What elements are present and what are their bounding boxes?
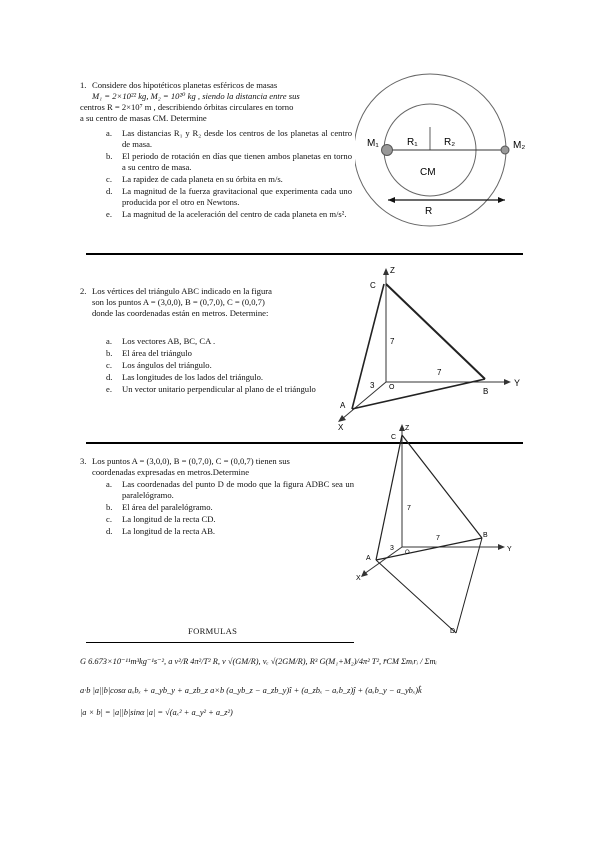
planet-2-dot [501, 146, 509, 154]
y-axis-arrowhead [498, 544, 505, 550]
side-ac [352, 284, 384, 409]
r-arrow-left-head [388, 197, 395, 203]
parallelogram-diagram [354, 420, 526, 642]
formulas-heading: FORMULAS [188, 626, 238, 636]
x-length-label: 3 [370, 381, 375, 390]
side-ad [376, 560, 456, 633]
problem-2-item-c: c. Los ángulos del triángulo. [106, 360, 212, 370]
problem-1-intro-d: a su centro de masas CM. Determine [80, 113, 207, 123]
m1-label: M₁ [367, 138, 379, 149]
problem-3-item-list [106, 479, 354, 538]
formula-line-gravitation: G 6.673×10⁻¹¹m³kg⁻¹s⁻², a v²/R 4π²/T² R, v √(GM/R), vₑ √(2GM/R), R³ G(M₁+M₂)/4π² T², r̄CM Σmᵢrᵢ / Σmᵢ [80, 657, 437, 666]
c-label: C [370, 281, 376, 290]
z-length-label: 7 [390, 337, 395, 346]
x-label: X [338, 423, 344, 432]
problem-1-item-c: c. La rapidez de cada planeta en su órbita en m/s. [106, 174, 283, 184]
z-label: Z [390, 266, 395, 275]
problem-3-item-d: d. La longitud de la recta AB. [106, 526, 216, 536]
x-label: X [356, 575, 361, 582]
side-bd [456, 538, 482, 633]
r-label: R [425, 206, 433, 217]
planet-1-dot [382, 145, 393, 156]
a-label: A [366, 555, 371, 562]
b-label: B [483, 387, 489, 396]
problem-2-item-list [106, 336, 346, 396]
a-label: A [340, 401, 346, 410]
formulas-divider [86, 642, 354, 643]
problem-3-item-c: c. La longitud de la recta CD. [106, 514, 216, 524]
cm-label: CM [420, 167, 436, 178]
problem-3-intro-a: Los puntos A = (3,0,0), B = (0,7,0), C = (0,0,7) tienen sus [92, 456, 290, 466]
problem-1-item-a: a. Las distancias R₁ y R₂ desde los centros de los planetas al centro de masa. [106, 128, 352, 149]
problem-2-intro-c: donde las coordenadas están en metros. Determine: [92, 308, 269, 318]
section-divider-1 [86, 253, 523, 255]
z-label: Z [405, 425, 410, 432]
problem-1-item-b: b. El periodo de rotación en días que tienen ambos planetas en torno a su centro de masa. [106, 151, 352, 172]
problem-1-statement [80, 80, 352, 124]
z-length-label: 7 [407, 505, 411, 512]
r-arrow-right-head [498, 197, 505, 203]
z-axis-arrowhead [383, 268, 389, 275]
problem-1-intro-a: Considere dos hipotéticos planetas esféricos de masas [92, 80, 278, 90]
problem-2-item-a: a. Los vectores AB, BC, CA . [106, 336, 216, 346]
y-label: Y [514, 378, 521, 388]
problem-2-number: 2. [80, 286, 87, 296]
problem-3-statement [92, 456, 360, 478]
y-label: Y [507, 546, 512, 553]
problem-3-intro-b: coordenadas expresadas en metros.Determine [92, 467, 250, 477]
b-label: B [483, 532, 488, 539]
problem-2-statement [92, 286, 342, 319]
y-length-label: 7 [436, 535, 440, 542]
problem-1-number: 1. [80, 80, 87, 90]
formula-line-magnitudes: |a × b| = |a||b|sinα |a| = √(aₓ² + a_y² + a_z²) [80, 708, 233, 717]
r1-label: R₁ [407, 137, 418, 148]
o-label: O [405, 550, 410, 556]
problem-2-item-b: b. El área del triángulo [106, 348, 192, 358]
o-label: O [389, 384, 395, 391]
x-length-label: 3 [390, 545, 394, 552]
problem-2-item-e: e. Un vector unitario perpendicular al plano de el triángulo [106, 384, 316, 394]
side-cb [402, 435, 482, 538]
problem-3-number: 3. [80, 456, 87, 466]
problem-2-item-d: d. Las longitudes de los lados del triángulo. [106, 372, 264, 382]
r2-label: R₂ [444, 137, 456, 148]
formula-line-vector-products: a·b |a||b|cosα aₓbₓ + a_yb_y + a_zb_z a×b (a_yb_z − a_zb_y)î + (a_zbₓ − aₓb_z)ĵ + (aₓb_y − a_ybₓ)k̂ [80, 686, 422, 695]
problem-2-intro-b: son los puntos A = (3,0,0), B = (0,7,0), C = (0,0,7) [92, 297, 265, 307]
problem-2-intro-a: Los vértices del triángulo ABC indicado en la figura [92, 286, 272, 296]
problem-1-item-d: d. La magnitud de la fuerza gravitacional que experimenta cada uno producida por el otro en Newtons. [106, 186, 352, 207]
problem-1-intro-b: M₁ = 2×10²² kg, M₂ = 10²⁰ kg , siendo la distancia entre sus [92, 91, 300, 101]
triangle-abc-diagram [330, 262, 530, 434]
problem-1-intro-c: centros R = 2×10⁷ m , describiendo órbitas circulares en torno [80, 102, 294, 112]
problem-1-item-list [106, 128, 352, 221]
problem-1-item-e: e. La magnitud de la aceleración del centro de cada planeta en m/s². [106, 209, 347, 219]
m2-label: M₂ [513, 140, 526, 151]
x-axis-arrowhead [361, 570, 368, 577]
problem-3-item-a: a. Las coordenadas del punto D de modo que la figura ADBC sea un paralelógramo. [106, 479, 354, 500]
c-label: C [391, 434, 397, 441]
y-axis-arrowhead [504, 379, 511, 385]
side-cb [386, 284, 485, 379]
x-axis [342, 382, 386, 419]
d-label: D [450, 628, 456, 635]
problem-3-item-b: b. El área del paralelógramo. [106, 502, 213, 512]
y-length-label: 7 [437, 368, 442, 377]
orbit-diagram [355, 72, 545, 252]
side-ca [376, 435, 402, 560]
